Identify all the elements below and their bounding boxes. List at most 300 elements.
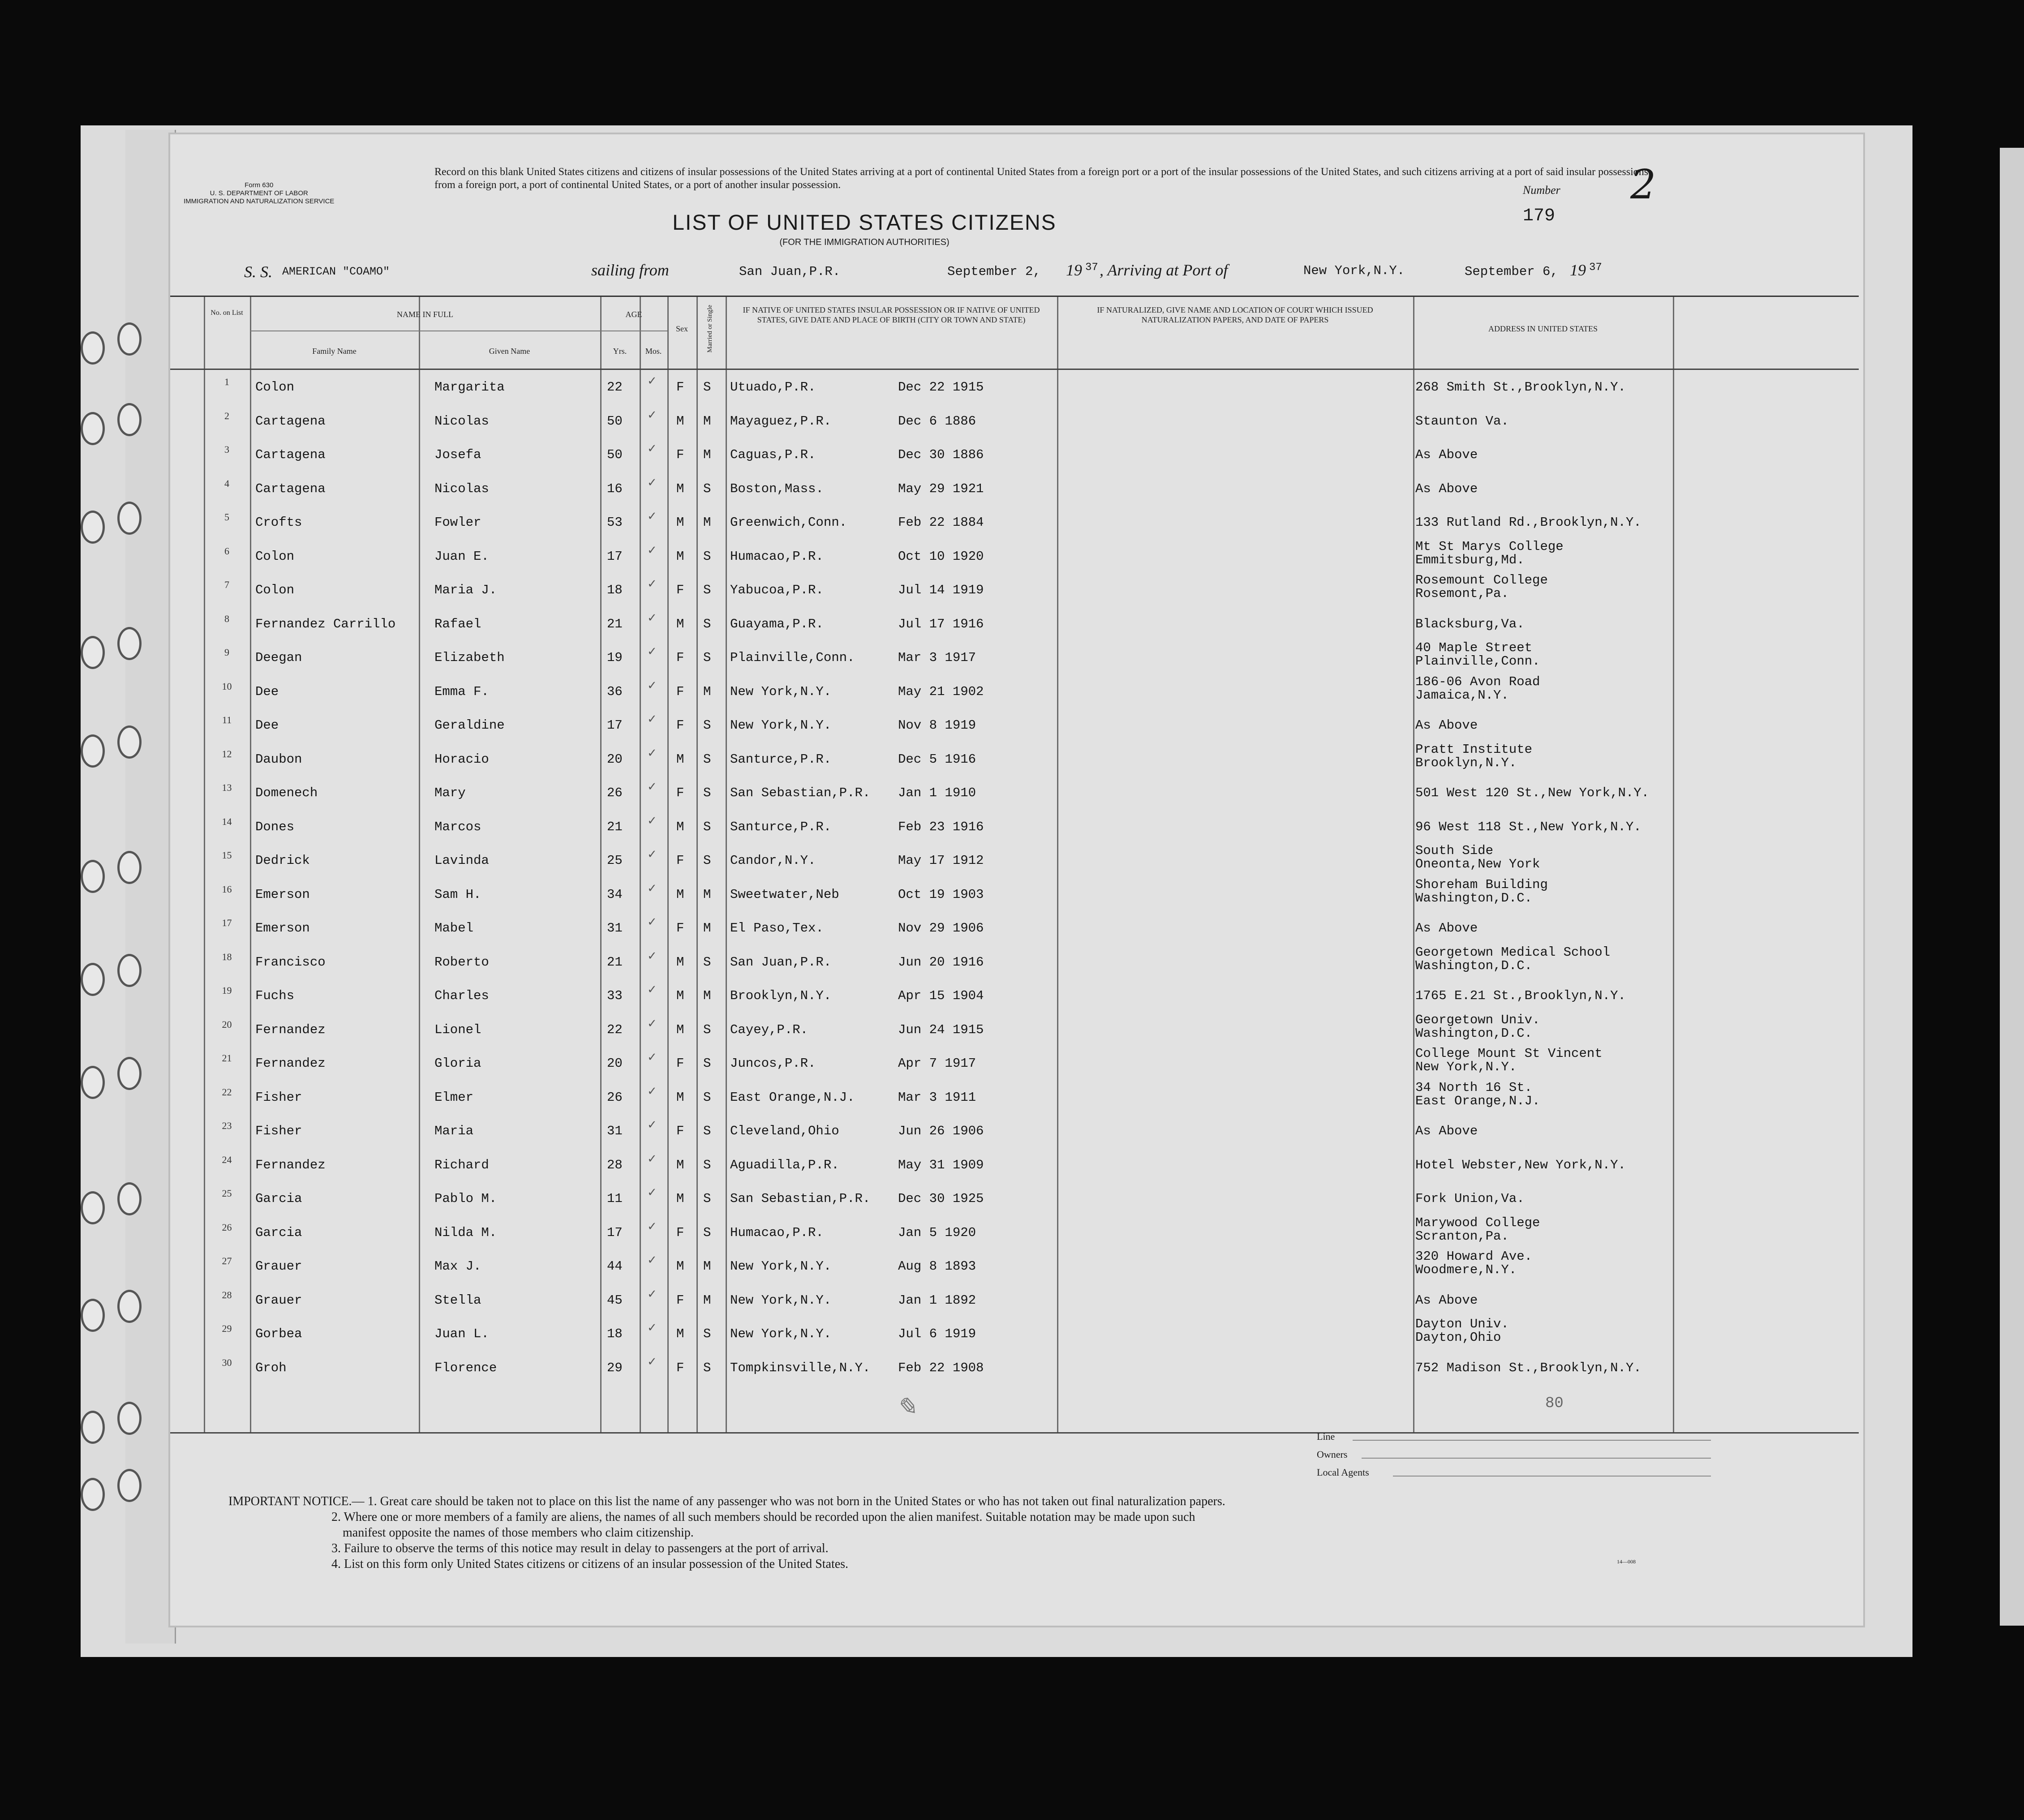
marital-status: M [703, 447, 711, 462]
col-family: Family Name [312, 347, 357, 356]
sex: M [676, 954, 684, 970]
age-years: 17 [607, 549, 623, 564]
col-name-in-full: NAME IN FULL [397, 310, 453, 319]
birth-place: Mayaguez,P.R. [730, 413, 832, 429]
given-name: Lionel [434, 1022, 481, 1037]
family-name: Fuchs [255, 988, 295, 1003]
age-check-mark: ✓ [647, 1118, 657, 1132]
birth-date: Apr 7 1917 [898, 1056, 976, 1071]
col-no: No. on List [211, 309, 243, 317]
family-name: Garcia [255, 1191, 302, 1206]
address-line-1: 268 Smith St.,Brooklyn,N.Y. [1415, 380, 1626, 395]
marital-status: S [703, 853, 711, 868]
birth-place: San Sebastian,P.R. [730, 1191, 871, 1206]
binder-hole-icon [81, 860, 105, 893]
address-line-1: 96 West 118 St.,New York,N.Y. [1415, 819, 1642, 834]
age-years: 25 [607, 853, 623, 868]
row-number: 8 [224, 613, 229, 624]
birth-place: Brooklyn,N.Y. [730, 988, 832, 1003]
birth-date: Dec 22 1915 [898, 380, 984, 395]
given-name: Fowler [434, 515, 481, 530]
birth-date: Dec 6 1886 [898, 413, 976, 429]
age-years: 26 [607, 786, 623, 800]
row-number: 28 [222, 1289, 232, 1301]
row-number: 23 [222, 1120, 232, 1131]
marital-status: S [703, 1225, 711, 1240]
marital-status: S [703, 786, 711, 800]
birth-date: Mar 3 1917 [898, 650, 976, 665]
col-native: IF NATIVE OF UNITED STATES INSULAR POSSESSION OR IF NATIVE OF UNITED STATES, GIVE DATE AND PLACE OF BIRTH (CITY OR TOWN AND STATE) [743, 305, 1040, 324]
birth-date: Jul 14 1919 [898, 583, 984, 597]
line-label: Line [1317, 1431, 1335, 1442]
age-check-mark: ✓ [647, 510, 657, 523]
family-name: Colon [255, 380, 295, 395]
family-name: Francisco [255, 954, 326, 970]
address-line-1: Georgetown Medical School [1415, 944, 1611, 960]
birth-place: Humacao,P.R. [730, 549, 824, 564]
given-name: Roberto [434, 954, 489, 970]
marital-status: S [703, 1191, 711, 1206]
birth-date: May 31 1909 [898, 1157, 984, 1172]
age-check-mark: ✓ [647, 577, 657, 591]
page-subtitle: (FOR THE IMMIGRATION AUTHORITIES) [779, 237, 950, 247]
row-number: 5 [224, 511, 229, 523]
address-line-1: As Above [1415, 481, 1478, 496]
age-check-mark: ✓ [647, 1355, 657, 1369]
age-check-mark: ✓ [647, 1186, 657, 1199]
age-years: 17 [607, 1225, 623, 1240]
given-name: Rafael [434, 616, 481, 631]
marital-status: M [703, 515, 711, 530]
address-line-1: 186-06 Avon Road [1415, 674, 1540, 689]
notice-3: 3. Failure to observe the terms of this notice may result in delay to passengers at the port of arrival. [331, 1541, 829, 1555]
family-name: Fernandez [255, 1022, 326, 1037]
address-line-1: 320 Howard Ave. [1415, 1249, 1533, 1264]
birth-place: San Sebastian,P.R. [730, 786, 871, 800]
row-number: 22 [222, 1086, 232, 1098]
marital-status: S [703, 819, 711, 834]
sex: F [676, 447, 684, 462]
birth-place: New York,N.Y. [730, 1259, 832, 1274]
address-line-1: Fork Union,Va. [1415, 1191, 1525, 1206]
notice-2b: manifest opposite the names of those members who claim citizenship. [343, 1526, 694, 1540]
given-name: Richard [434, 1157, 489, 1172]
address-line-1: As Above [1415, 921, 1478, 936]
binder-hole-icon [117, 1469, 142, 1502]
age-check-mark: ✓ [647, 1219, 657, 1233]
binder-hole-icon [81, 1411, 105, 1444]
row-number: 6 [224, 545, 229, 557]
age-years: 21 [607, 954, 623, 970]
sex: F [676, 1056, 684, 1071]
ss-label: S. S. [244, 263, 272, 281]
number-value: 179 [1523, 206, 1556, 226]
given-name: Josefa [434, 447, 481, 462]
sex: M [676, 1191, 684, 1206]
row-number: 30 [222, 1356, 232, 1368]
address-line-1: 34 North 16 St. [1415, 1080, 1533, 1095]
age-years: 22 [607, 380, 623, 395]
arrive-year: 37 [1589, 262, 1602, 274]
sex: F [676, 921, 684, 936]
birth-place: Cayey,P.R. [730, 1022, 808, 1037]
binder-hole-icon [81, 1478, 105, 1511]
row-number: 15 [222, 850, 232, 861]
birth-date: Aug 8 1893 [898, 1259, 976, 1274]
address-line-1: As Above [1415, 1292, 1478, 1308]
sex: F [676, 380, 684, 395]
passenger-table [170, 296, 1859, 1533]
row-number: 29 [222, 1323, 232, 1334]
sex: F [676, 684, 684, 699]
address-line-1: South Side [1415, 843, 1494, 858]
address-line-2: Washington,D.C. [1415, 958, 1533, 973]
col-mos: Mos. [645, 347, 662, 356]
birth-date: Feb 23 1916 [898, 819, 984, 834]
age-years: 20 [607, 1056, 623, 1071]
notice-4: 4. List on this form only United States citizens or citizens of an insular possession of the United States. [331, 1557, 849, 1571]
given-name: Horacio [434, 751, 489, 767]
notice-2: 2. Where one or more members of a family are aliens, the names of all such members should be recorded upon the alien manifest. Suitable notation may be made upon such [331, 1510, 1195, 1524]
sex: M [676, 1326, 684, 1341]
row-number: 17 [222, 917, 232, 928]
given-name: Nicolas [434, 413, 489, 429]
family-name: Fernandez [255, 1056, 326, 1071]
row-number: 26 [222, 1221, 232, 1233]
binder-hole-icon [117, 851, 142, 884]
row-number: 11 [222, 714, 232, 725]
owners-label: Owners [1317, 1449, 1348, 1460]
birth-place: Santurce,P.R. [730, 819, 832, 834]
given-name: Pablo M. [434, 1191, 497, 1206]
marital-status: S [703, 583, 711, 597]
handwritten-notation: ✎ [894, 1392, 918, 1423]
birth-place: Sweetwater,Neb [730, 887, 839, 902]
sex: M [676, 1090, 684, 1105]
given-name: Charles [434, 988, 489, 1003]
birth-date: May 17 1912 [898, 853, 984, 868]
age-years: 22 [607, 1022, 623, 1037]
birth-date: Nov 8 1919 [898, 718, 976, 733]
row-number: 21 [222, 1052, 232, 1064]
birth-place: El Paso,Tex. [730, 921, 824, 936]
given-name: Elizabeth [434, 650, 505, 665]
age-years: 50 [607, 447, 623, 462]
birth-place: East Orange,N.J. [730, 1090, 855, 1105]
marital-status: M [703, 1292, 711, 1308]
binder-hole-icon [117, 1402, 142, 1435]
intro-text: Record on this blank United States citizens and citizens of insular possessions of the United States arriving at a port of continental United States from a foreign port or a port of the insular possessions of the United States, and such citizens arriving at a port of said insular possessions from a foreign port, a port of continental United States, or a port of another insular possession. [434, 166, 1649, 191]
address-line-2: Scranton,Pa. [1415, 1228, 1509, 1244]
marital-status: M [703, 887, 711, 902]
age-years: 17 [607, 718, 623, 733]
address-line-2: Dayton,Ohio [1415, 1330, 1501, 1345]
sex: M [676, 616, 684, 631]
right-edge-strip [2000, 148, 2024, 1626]
binder-hole-icon [117, 322, 142, 356]
age-years: 31 [607, 1124, 623, 1138]
birth-date: Dec 30 1925 [898, 1191, 984, 1206]
sex: M [676, 988, 684, 1003]
birth-date: Apr 15 1904 [898, 988, 984, 1003]
age-check-mark: ✓ [647, 1321, 657, 1335]
birth-date: Jan 5 1920 [898, 1225, 976, 1240]
binder-hole-icon [117, 403, 142, 436]
age-check-mark: ✓ [647, 374, 657, 388]
age-check-mark: ✓ [647, 645, 657, 658]
given-name: Marcos [434, 819, 481, 834]
birth-date: Oct 10 1920 [898, 549, 984, 564]
birth-place: New York,N.Y. [730, 1326, 832, 1341]
marital-status: S [703, 751, 711, 767]
row-number: 9 [224, 647, 229, 658]
given-name: Nilda M. [434, 1225, 497, 1240]
row-number: 7 [224, 579, 229, 590]
marital-status: M [703, 988, 711, 1003]
marital-status: S [703, 1022, 711, 1037]
number-label: Number [1523, 184, 1560, 197]
birth-date: Jun 24 1915 [898, 1022, 984, 1037]
birth-date: Mar 3 1911 [898, 1090, 976, 1105]
binder-hole-icon [81, 1191, 105, 1224]
age-years: 21 [607, 616, 623, 631]
age-check-mark: ✓ [647, 1287, 657, 1301]
agents-label: Local Agents [1317, 1467, 1369, 1478]
age-check-mark: ✓ [647, 746, 657, 760]
address-line-2: Washington,D.C. [1415, 1026, 1533, 1041]
birth-date: Feb 22 1884 [898, 515, 984, 530]
birth-place: Candor,N.Y. [730, 853, 816, 868]
row-number: 14 [222, 816, 232, 827]
age-check-mark: ✓ [647, 983, 657, 996]
sex: M [676, 1157, 684, 1172]
address-line-2: New York,N.Y. [1415, 1060, 1517, 1074]
birth-date: Jan 1 1892 [898, 1292, 976, 1308]
age-years: 16 [607, 481, 623, 496]
address-line-1: Shoreham Building [1415, 877, 1548, 892]
family-name: Deegan [255, 650, 302, 665]
birth-place: Boston,Mass. [730, 481, 824, 496]
marital-status: S [703, 1124, 711, 1138]
birth-date: Jul 17 1916 [898, 616, 984, 631]
row-number: 3 [224, 444, 229, 455]
address-line-2: Oneonta,New York [1415, 857, 1540, 871]
address-line-1: Mt St Marys College [1415, 539, 1564, 554]
family-name: Dee [255, 718, 279, 733]
marital-status: S [703, 1326, 711, 1341]
row-number: 16 [222, 883, 232, 895]
given-name: Gloria [434, 1056, 481, 1071]
age-check-mark: ✓ [647, 543, 657, 557]
age-check-mark: ✓ [647, 611, 657, 625]
birth-date: May 29 1921 [898, 481, 984, 496]
family-name: Cartagena [255, 481, 326, 496]
family-name: Colon [255, 549, 295, 564]
address-line-2: Woodmere,N.Y. [1415, 1262, 1517, 1277]
birth-place: New York,N.Y. [730, 684, 832, 699]
address-line-1: Blacksburg,Va. [1415, 616, 1525, 631]
marital-status: S [703, 718, 711, 733]
age-check-mark: ✓ [647, 678, 657, 692]
sex: M [676, 515, 684, 530]
family-name: Fernandez Carrillo [255, 616, 396, 631]
ship-name: AMERICAN "COAMO" [282, 265, 390, 278]
birth-place: Tompkinsville,N.Y. [730, 1360, 871, 1375]
binder-hole-icon [81, 412, 105, 445]
family-name: Groh [255, 1360, 287, 1375]
address-line-2: East Orange,N.J. [1415, 1093, 1540, 1108]
age-years: 29 [607, 1360, 623, 1375]
age-years: 20 [607, 751, 623, 767]
notice-1: 1. Great care should be taken not to place on this list the name of any passenger who was not born in the United States or who has not taken out final naturalization papers. [367, 1494, 1225, 1508]
age-years: 18 [607, 1326, 623, 1341]
address-line-1: College Mount St Vincent [1415, 1046, 1603, 1061]
birth-date: Feb 22 1908 [898, 1360, 984, 1375]
row-number: 19 [222, 985, 232, 996]
address-line-1: 133 Rutland Rd.,Brooklyn,N.Y. [1415, 515, 1642, 530]
age-check-mark: ✓ [647, 476, 657, 489]
family-name: Dedrick [255, 853, 310, 868]
sex: F [676, 1292, 684, 1308]
sex: F [676, 1225, 684, 1240]
sex: M [676, 1259, 684, 1274]
marital-status: S [703, 549, 711, 564]
family-name: Crofts [255, 515, 302, 530]
address-line-1: Hotel Webster,New York,N.Y. [1415, 1157, 1626, 1172]
marital-status: M [703, 413, 711, 429]
from-port: San Juan,P.R. [739, 264, 841, 279]
binder-hole-icon [117, 1057, 142, 1090]
form-id: Form 630 U. S. DEPARTMENT OF LABOR IMMIGRATION AND NATURALIZATION SERVICE [184, 181, 335, 205]
age-years: 28 [607, 1157, 623, 1172]
birth-date: Dec 30 1886 [898, 447, 984, 462]
age-years: 31 [607, 921, 623, 936]
marital-status: S [703, 650, 711, 665]
arrive-year-prefix: 19 [1570, 261, 1586, 279]
binder-hole-icon [117, 725, 142, 759]
age-years: 45 [607, 1292, 623, 1308]
family-name: Emerson [255, 887, 310, 902]
marital-status: M [703, 684, 711, 699]
family-name: Colon [255, 583, 295, 597]
col-given: Given Name [489, 347, 530, 356]
to-port: New York,N.Y. [1303, 263, 1405, 278]
age-check-mark: ✓ [647, 408, 657, 422]
sex: M [676, 549, 684, 564]
age-years: 53 [607, 515, 623, 530]
family-name: Fisher [255, 1124, 302, 1138]
birth-place: Greenwich,Conn. [730, 515, 847, 530]
given-name: Geraldine [434, 718, 505, 733]
given-name: Juan L. [434, 1326, 489, 1341]
address-line-1: Marywood College [1415, 1215, 1540, 1230]
family-name: Cartagena [255, 447, 326, 462]
birth-date: Jun 20 1916 [898, 954, 984, 970]
address-line-1: Rosemount College [1415, 573, 1548, 588]
binder-hole-icon [81, 331, 105, 365]
address-line-1: As Above [1415, 718, 1478, 733]
birth-place: Caguas,P.R. [730, 447, 816, 462]
address-line-1: Dayton Univ. [1415, 1317, 1509, 1331]
birth-place: Guayama,P.R. [730, 616, 824, 631]
col-married: Married or Single [706, 305, 713, 353]
row-number: 24 [222, 1154, 232, 1165]
binder-hole-icon [81, 636, 105, 669]
row-number: 10 [222, 680, 232, 692]
sex: F [676, 1360, 684, 1375]
col-address: ADDRESS IN UNITED STATES [1488, 324, 1598, 333]
depart-year-prefix: 19 [1066, 261, 1082, 279]
marital-status: S [703, 1056, 711, 1071]
marital-status: S [703, 1157, 711, 1172]
binder-hole-icon [117, 1182, 142, 1215]
sex: F [676, 650, 684, 665]
marital-status: S [703, 1090, 711, 1105]
family-name: Grauer [255, 1259, 302, 1274]
binder-hole-icon [81, 1066, 105, 1099]
given-name: Juan E. [434, 549, 489, 564]
family-name: Daubon [255, 751, 302, 767]
manifest-sheet [170, 134, 1863, 1626]
binder-hole-icon [117, 954, 142, 987]
family-name: Fisher [255, 1090, 302, 1105]
address-line-2: Washington,D.C. [1415, 890, 1533, 906]
marital-status: M [703, 1259, 711, 1274]
birth-place: Santurce,P.R. [730, 751, 832, 767]
sex: F [676, 583, 684, 597]
arriving-label: , Arriving at Port of [1100, 261, 1228, 279]
family-name: Domenech [255, 786, 318, 800]
sex: F [676, 786, 684, 800]
given-name: Elmer [434, 1090, 474, 1105]
sex: M [676, 819, 684, 834]
given-name: Margarita [434, 380, 505, 395]
birth-place: New York,N.Y. [730, 1292, 832, 1308]
birth-place: Juncos,P.R. [730, 1056, 816, 1071]
marital-status: S [703, 616, 711, 631]
address-line-1: Pratt Institute [1415, 742, 1533, 757]
row-number: 12 [222, 748, 232, 760]
number-handwritten: 2 [1630, 161, 1656, 208]
binder-hole-icon [81, 734, 105, 768]
sex: F [676, 718, 684, 733]
binder-hole-icon [117, 1290, 142, 1323]
birth-place: Utuado,P.R. [730, 380, 816, 395]
age-years: 21 [607, 819, 623, 834]
sex: M [676, 751, 684, 767]
sex: M [676, 413, 684, 429]
age-check-mark: ✓ [647, 915, 657, 929]
binder-hole-icon [81, 511, 105, 544]
birth-place: Humacao,P.R. [730, 1225, 824, 1240]
row-number: 1 [224, 376, 229, 387]
row-number: 13 [222, 782, 232, 793]
address-line-2: Emmitsburg,Md. [1415, 552, 1525, 567]
row-number: 4 [224, 477, 229, 489]
marital-status: S [703, 954, 711, 970]
col-sex: Sex [676, 324, 688, 333]
birth-place: Yabucoa,P.R. [730, 583, 824, 597]
col-age: AGE [625, 310, 642, 319]
age-check-mark: ✓ [647, 1253, 657, 1267]
birth-date: Jan 1 1910 [898, 786, 976, 800]
binder-hole-icon [81, 1299, 105, 1332]
given-name: Mabel [434, 921, 474, 936]
address-line-2: Plainville,Conn. [1415, 654, 1540, 669]
age-check-mark: ✓ [647, 1084, 657, 1098]
marital-status: S [703, 481, 711, 496]
family-name: Fernandez [255, 1157, 326, 1172]
